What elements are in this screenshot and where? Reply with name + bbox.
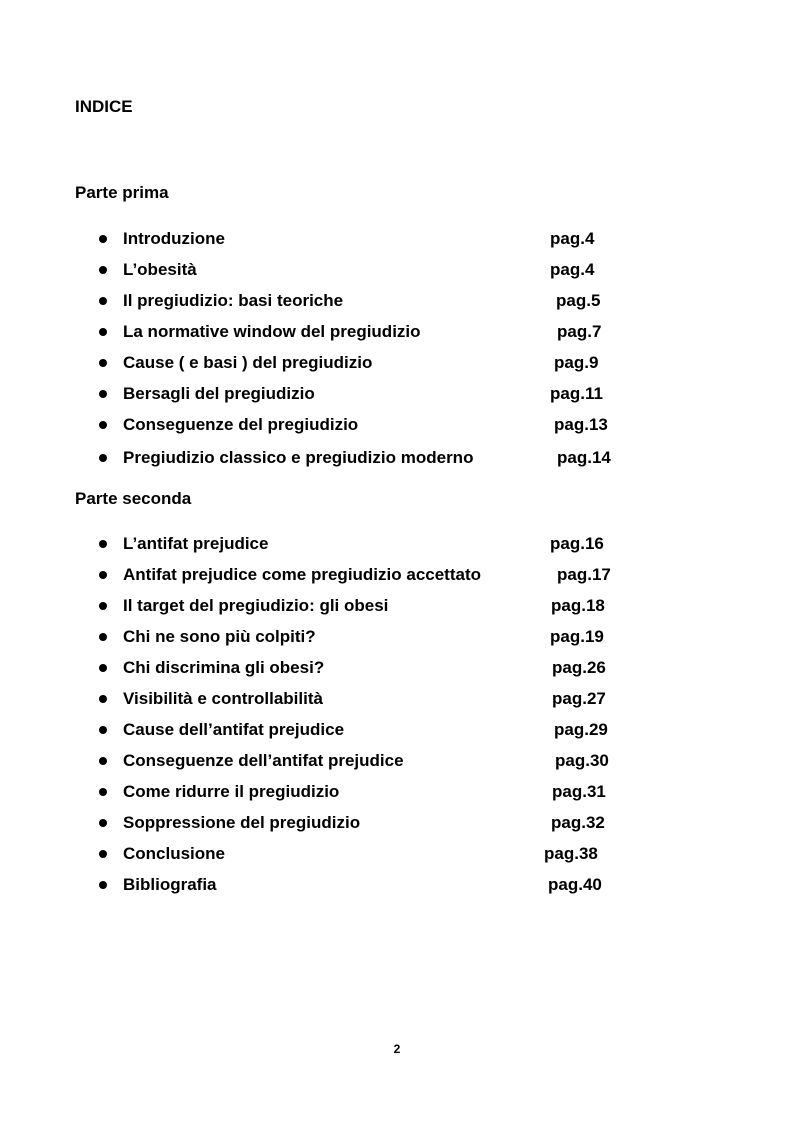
bullet-icon [99,788,107,796]
page-number: 2 [393,1042,401,1056]
toc-item [0,384,794,415]
bullet-icon [99,390,107,398]
toc-item-label: Conclusione [123,844,226,863]
bullet-icon [99,328,107,336]
toc-item [0,353,794,384]
toc-item-label: Il target del pregiudizio: gli obesi [123,596,389,615]
toc-item-page: pag.4 [550,229,595,248]
toc-item [0,689,794,720]
bullet-icon [99,664,107,672]
toc-item [0,415,794,446]
toc-item-page: pag.14 [557,448,611,467]
toc-item [0,813,794,844]
bullet-icon [99,266,107,274]
toc-item [0,229,794,260]
toc-item-label: L’antifat prejudice [123,534,269,553]
toc-item [0,534,794,565]
bullet-icon [99,540,107,548]
toc-item [0,260,794,291]
toc-list-parte-seconda [0,534,794,906]
bullet-icon [99,757,107,765]
toc-item-label: Chi discrimina gli obesi? [123,658,325,677]
toc-item-label: Conseguenze dell’antifat prejudice [123,751,404,770]
toc-item-page: pag.26 [552,658,606,677]
toc-item-label: Cause ( e basi ) del pregiudizio [123,353,373,372]
bullet-icon [99,819,107,827]
toc-item [0,596,794,627]
section-title-parte-prima: Parte prima [75,183,169,202]
toc-item [0,720,794,751]
toc-item-label: Bibliografia [123,875,217,894]
toc-item-label: La normative window del pregiudizio [123,322,421,341]
toc-item-page: pag.40 [548,875,602,894]
bullet-icon [99,695,107,703]
toc-item-page: pag.16 [550,534,604,553]
toc-item-page: pag.19 [550,627,604,646]
toc-item-label: Conseguenze del pregiudizio [123,415,359,434]
toc-item-label: Cause dell’antifat prejudice [123,720,345,739]
toc-item-page: pag.13 [554,415,608,434]
toc-item-page: pag.29 [554,720,608,739]
toc-item [0,875,794,906]
toc-item [0,448,794,479]
bullet-icon [99,571,107,579]
toc-item [0,844,794,875]
toc-item [0,627,794,658]
bullet-icon [99,726,107,734]
toc-item-page: pag.4 [550,260,595,279]
toc-item-page: pag.11 [550,384,603,403]
toc-item-label: Antifat prejudice come pregiudizio accettato [123,565,482,584]
toc-item-page: pag.5 [556,291,601,310]
bullet-icon [99,235,107,243]
toc-item-page: pag.18 [551,596,605,615]
toc-list-parte-prima [0,229,794,479]
toc-item-label: Visibilità e controllabilità [123,689,323,708]
toc-item-page: pag.30 [555,751,609,770]
toc-item-page: pag.32 [551,813,605,832]
toc-item-page: pag.9 [554,353,599,372]
bullet-icon [99,633,107,641]
toc-item [0,565,794,596]
page-title: INDICE [75,97,133,116]
toc-item [0,322,794,353]
toc-item [0,291,794,322]
bullet-icon [99,359,107,367]
bullet-icon [99,602,107,610]
bullet-icon [99,850,107,858]
toc-item-label: Introduzione [123,229,225,248]
toc-item-label: Chi ne sono più colpiti? [123,627,316,646]
section-title-parte-seconda: Parte seconda [75,489,192,508]
toc-item-page: pag.7 [557,322,602,341]
bullet-icon [99,454,107,462]
toc-item-label: Pregiudizio classico e pregiudizio moderno [123,448,474,467]
toc-item-label: Come ridurre il pregiudizio [123,782,340,801]
bullet-icon [99,421,107,429]
bullet-icon [99,881,107,889]
toc-item [0,751,794,782]
toc-item-label: Il pregiudizio: basi teoriche [123,291,344,310]
toc-item-label: Soppressione del pregiudizio [123,813,361,832]
toc-item-label: Bersagli del pregiudizio [123,384,315,403]
toc-item-page: pag.31 [552,782,606,801]
toc-item-page: pag.27 [552,689,606,708]
bullet-icon [99,297,107,305]
toc-item-page: pag.17 [557,565,611,584]
toc-item-label: L’obesità [123,260,197,279]
toc-item [0,782,794,813]
toc-item-page: pag.38 [544,844,598,863]
toc-item [0,658,794,689]
